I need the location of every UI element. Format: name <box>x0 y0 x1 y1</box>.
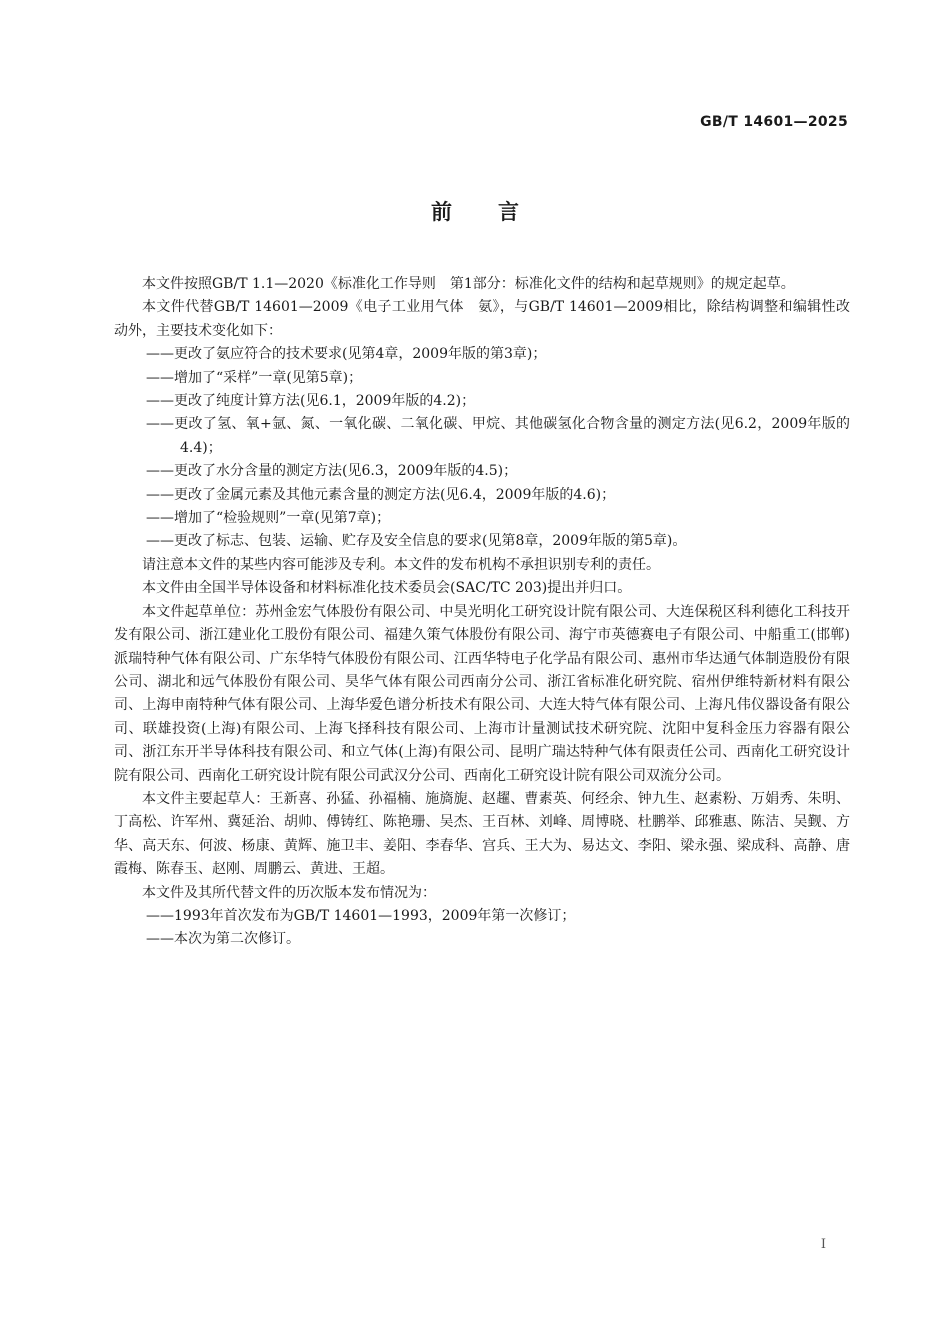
list-item: ——更改了标志、包装、运输、贮存及安全信息的要求(见第8章，2009年版的第5章)。 <box>146 533 687 550</box>
paragraph-drafters: 本文件主要起草人：王新喜、孙猛、孙福楠、施旖旎、赵趯、曹素英、何经余、钟九生、赵素粉、万娟秀、朱明、丁高松、许军州、冀延治、胡帅、傅铸红、陈艳珊、吴杰、王百林、刘峰、周博晓、杜鹏举、邱雅惠、陈洁、吴觐、方华、高天东、何波、杨康、黄辉、施卫丰、姜阳、李春华、宫兵、王大为、易达文、李阳、梁永强、梁成科、高静、唐霞梅、陈春玉、赵刚、周鹏云、黄进、王超。 <box>114 790 850 878</box>
paragraph-replacement: 本文件代替GB/T 14601—2009《电子工业用气体 氨》，与GB/T 14601—2009相比，除结构调整和编辑性改动外，主要技术变化如下： <box>114 299 850 339</box>
list-item: ——增加了“检验规则”一章(见第7章)； <box>146 510 391 527</box>
foreword-body <box>114 273 850 952</box>
list-item: ——1993年首次发布为GB/T 14601—1993，2009年第一次修订； <box>146 907 576 924</box>
list-item: ——更改了氨应符合的技术要求(见第4章，2009年版的第3章)； <box>146 346 547 363</box>
standard-code: GB/T 14601—2025 <box>700 114 848 130</box>
list-item: ——更改了氢、氧+氩、氮、一氧化碳、二氧化碳、甲烷、其他碳氢化合物含量的测定方法(见6.2，2009年版的4.4)； <box>146 416 850 456</box>
list-item: ——本次为第二次修订。 <box>146 931 300 948</box>
list-item: ——更改了纯度计算方法(见6.1，2009年版的4.2)； <box>146 393 476 410</box>
paragraph-history: 本文件及其所代替文件的历次版本发布情况为： <box>142 884 436 901</box>
paragraph-patent-notice: 请注意本文件的某些内容可能涉及专利。本文件的发布机构不承担识别专利的责任。 <box>142 556 660 573</box>
list-item: ——更改了金属元素及其他元素含量的测定方法(见6.4，2009年版的4.6)； <box>146 486 616 503</box>
page-number: I <box>820 1237 826 1252</box>
paragraph-drafting-units: 本文件起草单位：苏州金宏气体股份有限公司、中昊光明化工研究设计院有限公司、大连保税区科利德化工科技开发有限公司、浙江建业化工股份有限公司、福建久策气体股份有限公司、海宁市英德赛电子有限公司、中船重工(邯郸)派瑞特种气体有限公司、广东华特气体股份有限公司、江西华特电子化学品有限公司、惠州市华达通气体制造股份有限公司、湖北和远气体股份有限公司、昊华气体有限公司西南分公司、浙江省标准化研究院、宿州伊维特新材料有限公司、上海申南特种气体有限公司、上海华爱色谱分析技术有限公司、大连大特气体有限公司、上海凡伟仪器设备有限公司、联雄投资(上海)有限公司、上海飞择科技有限公司、上海市计量测试技术研究院、沈阳中复科金压力容器有限公司、浙江东开半导体科技有限公司、和立气体(上海)有限公司、昆明广瑞达特种气体有限责任公司、西南化工研究设计院有限公司、西南化工研究设计院有限公司武汉分公司、西南化工研究设计院有限公司双流分公司。 <box>114 603 850 784</box>
page-title: 前言 <box>431 200 565 224</box>
paragraph-proposer: 本文件由全国半导体设备和材料标准化技术委员会(SAC/TC 203)提出并归口。 <box>142 580 632 597</box>
paragraph-drafting-basis: 本文件按照GB/T 1.1—2020《标准化工作导则 第1部分：标准化文件的结构和起草规则》的规定起草。 <box>142 276 795 292</box>
list-item: ——增加了“采样”一章(见第5章)； <box>146 369 363 386</box>
list-item: ——更改了水分含量的测定方法(见6.3，2009年版的4.5)； <box>146 463 518 480</box>
